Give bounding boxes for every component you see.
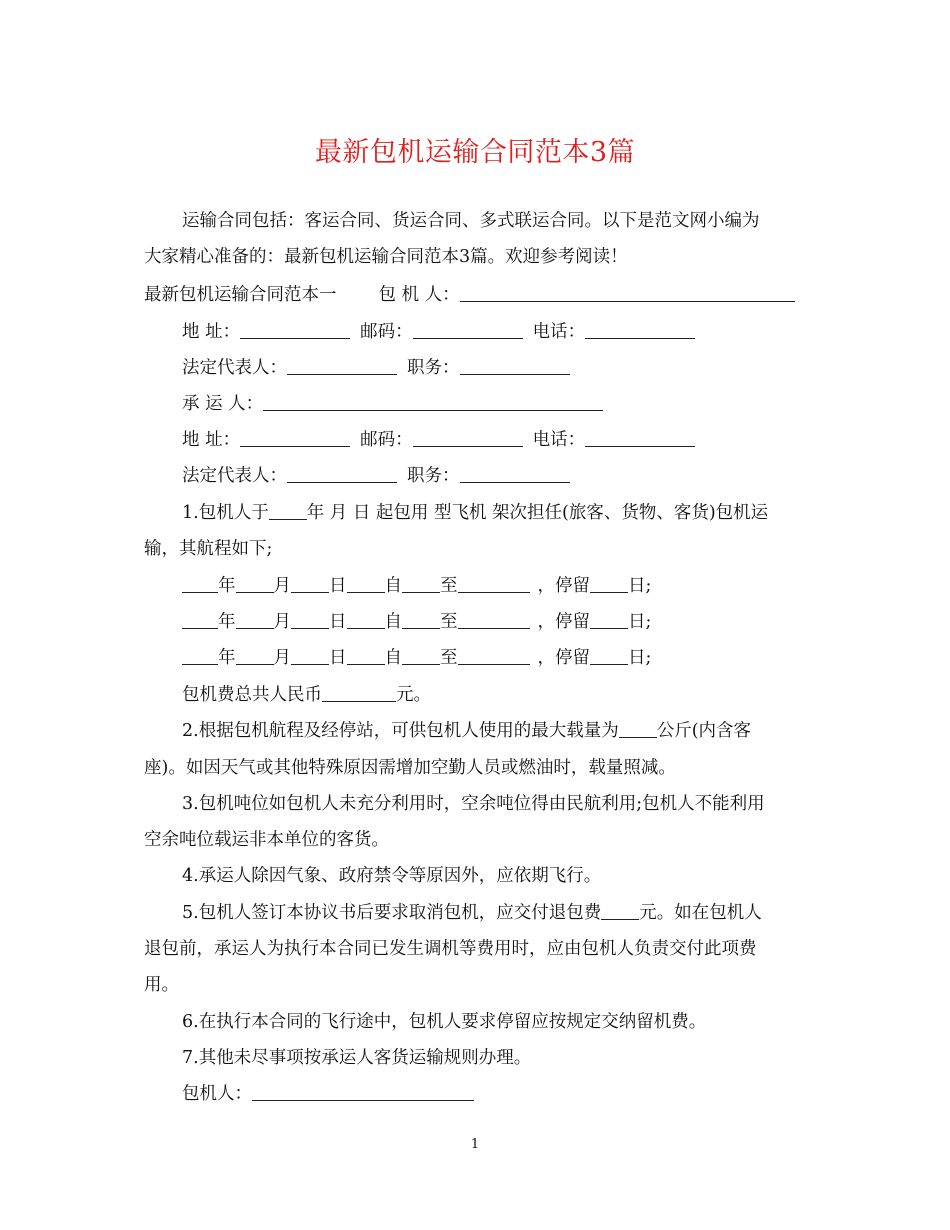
route-day-blank — [291, 611, 329, 629]
clause-2-line-1 — [182, 719, 751, 743]
signature-label: 包机人： — [182, 1084, 252, 1104]
route-month-label: 月 — [273, 576, 291, 596]
route-stay-label: ，停留 — [537, 612, 590, 632]
signature-blank — [252, 1083, 474, 1101]
route-month-blank — [236, 611, 274, 629]
carrier-title-label: 职务： — [407, 466, 460, 486]
clause-1-year-blank — [269, 502, 307, 520]
route-year-label: 年 — [218, 648, 236, 668]
charterer-contact-line — [182, 320, 695, 344]
fee-unit: 元。 — [396, 685, 431, 705]
section-heading-line — [144, 283, 795, 307]
intro-line-2: 大家精心准备的：最新包机运输合同范本3篇。欢迎参考阅读！ — [144, 247, 628, 267]
route-from-blank — [347, 575, 385, 593]
route-destination-blank — [458, 575, 530, 593]
carrier-rep-label: 法定代表人： — [182, 466, 287, 486]
route-from-blank — [347, 611, 385, 629]
carrier-postcode-blank — [413, 429, 523, 447]
route-month-label: 月 — [273, 612, 291, 632]
charterer-blank — [460, 284, 795, 302]
route-row — [182, 610, 651, 634]
route-row — [182, 574, 651, 598]
charterer-rep-label: 法定代表人： — [182, 358, 287, 378]
route-to-label: 至 — [440, 612, 458, 632]
clause-2-weight-blank — [619, 720, 657, 738]
carrier-contact-line — [182, 428, 695, 452]
carrier-postcode-label: 邮码： — [360, 430, 413, 450]
route-month-blank — [236, 575, 274, 593]
charterer-rep-line — [182, 356, 570, 380]
carrier-title-blank — [460, 465, 570, 483]
fee-label: 包机费总共人民币 — [182, 685, 322, 705]
charterer-phone-blank — [585, 321, 695, 339]
carrier-phone-label: 电话： — [532, 430, 586, 450]
clause-7-line-1: 7.其他未尽事项按承运人客货运输规则办理。 — [182, 1048, 532, 1068]
charterer-title-label: 职务： — [407, 358, 460, 378]
route-stay-label: ，停留 — [537, 576, 590, 596]
route-year-blank — [182, 575, 218, 593]
signature-line — [182, 1082, 474, 1106]
charterer-postcode-label: 邮码： — [360, 322, 413, 342]
route-stay-end: 日; — [628, 612, 652, 632]
fee-line — [182, 683, 431, 707]
route-to-blank — [402, 611, 440, 629]
carrier-phone-blank — [585, 429, 695, 447]
route-from-label: 自 — [384, 612, 402, 632]
clause-5-line-2: 退包前，承运人为执行本合同已发生调机等费用时，应由包机人负责交付此项费 — [144, 939, 757, 959]
route-year-blank — [182, 647, 218, 665]
route-from-blank — [347, 647, 385, 665]
route-day-label: 日 — [329, 576, 347, 596]
route-month-blank — [236, 647, 274, 665]
clause-1-line-1 — [182, 501, 768, 525]
carrier-address-label: 地 址： — [182, 430, 241, 450]
route-destination-blank — [458, 611, 530, 629]
route-to-label: 至 — [440, 648, 458, 668]
intro-line-1: 运输合同包括：客运合同、货运合同、多式联运合同。以下是范文网小编为 — [182, 211, 760, 231]
carrier-rep-blank — [287, 465, 397, 483]
clause-6-line-1: 6.在执行本合同的飞行途中，包机人要求停留应按规定交纳留机费。 — [182, 1012, 707, 1032]
clause-3-line-1: 3.包机吨位如包机人未充分利用时，空余吨位得由民航利用;包机人不能利用 — [182, 794, 765, 814]
route-stay-label: ，停留 — [537, 648, 590, 668]
route-stay-blank — [590, 575, 628, 593]
route-day-blank — [291, 647, 329, 665]
route-to-label: 至 — [440, 576, 458, 596]
route-month-label: 月 — [273, 648, 291, 668]
section-heading: 最新包机运输合同范本一 — [144, 285, 337, 305]
route-from-label: 自 — [384, 648, 402, 668]
route-stay-blank — [590, 611, 628, 629]
route-year-label: 年 — [218, 576, 236, 596]
route-to-blank — [402, 647, 440, 665]
clause-5-fee-blank — [601, 902, 639, 920]
clause-2-line-2: 座)。如因天气或其他特殊原因需增加空勤人员或燃油时，载量照减。 — [144, 758, 676, 778]
document-title: 最新包机运输合同范本3篇 — [314, 137, 636, 168]
route-day-blank — [291, 575, 329, 593]
clause-2-part-a: 2.根据包机航程及经停站，可供包机人使用的最大载量为 — [182, 721, 619, 741]
route-to-blank — [402, 575, 440, 593]
clause-1-part-b: 年 月 日 起包用 型飞机 架次担任(旅客、货物、客货)包机运 — [306, 503, 769, 523]
charterer-rep-blank — [287, 357, 397, 375]
carrier-line — [182, 392, 603, 416]
route-row — [182, 646, 651, 670]
route-day-label: 日 — [329, 648, 347, 668]
route-day-label: 日 — [329, 612, 347, 632]
carrier-rep-line — [182, 464, 570, 488]
clause-2-part-b: 公斤(内含客 — [656, 721, 752, 741]
route-from-label: 自 — [384, 576, 402, 596]
route-year-label: 年 — [218, 612, 236, 632]
route-stay-end: 日; — [628, 648, 652, 668]
route-destination-blank — [458, 647, 530, 665]
clause-5-line-3: 用。 — [144, 975, 179, 995]
clause-1-line-2: 输，其航程如下; — [144, 539, 273, 559]
carrier-label: 承 运 人： — [182, 394, 264, 414]
charterer-label: 包 机 人： — [378, 285, 460, 305]
route-stay-end: 日; — [628, 576, 652, 596]
charterer-phone-label: 电话： — [532, 322, 586, 342]
clause-5-part-b: 元。如在包机人 — [639, 903, 762, 923]
carrier-blank — [263, 393, 603, 411]
charterer-address-label: 地 址： — [182, 322, 241, 342]
carrier-address-blank — [240, 429, 350, 447]
clause-5-line-1 — [182, 901, 762, 925]
clause-5-part-a: 5.包机人签订本协议书后要求取消包机，应交付退包费 — [182, 903, 602, 923]
clause-3-line-2: 空余吨位载运非本单位的客货。 — [144, 830, 389, 850]
clause-1-part-a: 1.包机人于 — [182, 503, 269, 523]
charterer-title-blank — [460, 357, 570, 375]
page-number: 1 — [470, 1137, 480, 1152]
clause-4-line-1: 4.承运人除因气象、政府禁令等原因外，应依期飞行。 — [182, 866, 602, 886]
route-year-blank — [182, 611, 218, 629]
charterer-postcode-blank — [413, 321, 523, 339]
fee-blank — [322, 684, 396, 702]
route-stay-blank — [590, 647, 628, 665]
charterer-address-blank — [240, 321, 350, 339]
